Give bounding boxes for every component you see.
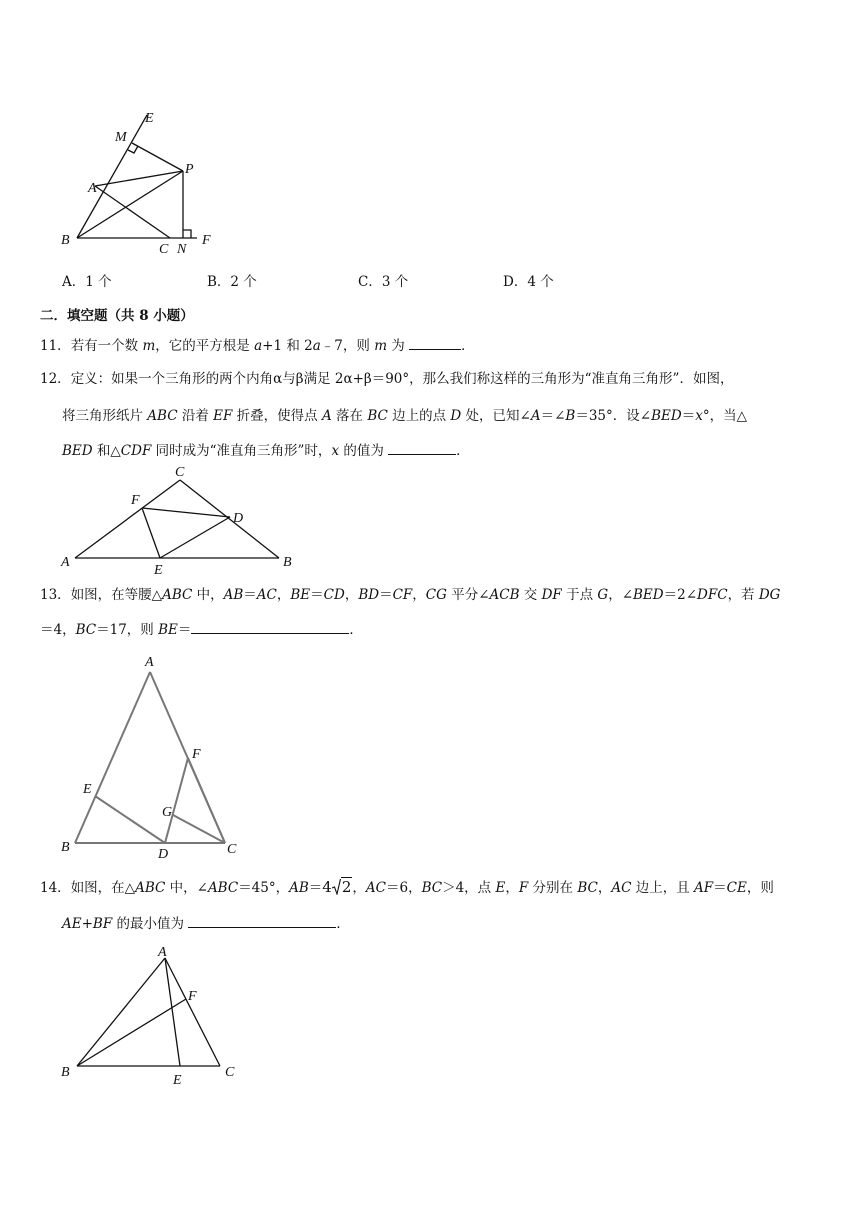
fig10-label-B: B: [61, 233, 70, 248]
figure-q14: [55, 942, 255, 1092]
answer-blank-13[interactable]: [191, 619, 349, 634]
fig13-label-E: E: [83, 782, 92, 797]
fig12-label-B: B: [283, 555, 292, 570]
fig12-label-C: C: [175, 465, 185, 480]
fig10-label-M: M: [115, 130, 127, 145]
figure-q13: [55, 650, 255, 860]
fig14-label-A: A: [158, 945, 167, 960]
fig13-label-F: F: [192, 747, 201, 762]
fig14-label-B: B: [61, 1065, 70, 1080]
figure-q12: [55, 464, 305, 576]
sqrt-expression: 4 2: [322, 878, 352, 896]
question-13-line-1: 13．如图，在等腰△ABC 中，AB＝AC，BE＝CD，BD＝CF，CG 平分∠ACB 交 DF 于点 G，∠BED＝2∠DFC，若 DG: [40, 587, 781, 603]
fig10-label-P: P: [185, 162, 194, 177]
question-11: 11．若有一个数 m，它的平方根是 a+1 和 2a﹣7，则 m 为 ．: [40, 335, 830, 356]
answer-blank-14[interactable]: [188, 913, 336, 928]
question-12-line-2: 将三角形纸片 ABC 沿着 EF 折叠，使得点 A 落在 BC 边上的点 D 处，已知∠A＝∠B＝35°．设∠BED＝x°，当△: [62, 408, 747, 424]
fig13-label-G: G: [162, 805, 173, 820]
fig12-label-D: D: [233, 511, 244, 526]
fig13-label-B: B: [61, 840, 70, 855]
fig10-label-E: E: [145, 111, 154, 126]
fig13-label-D: D: [158, 847, 169, 860]
section-title: 二．填空题（共 8 小题）: [40, 308, 194, 324]
fig13-label-A: A: [145, 655, 154, 670]
choice-a[interactable]: A．1 个: [62, 274, 112, 290]
fig14-label-C: C: [225, 1065, 235, 1080]
answer-blank-11[interactable]: [409, 335, 461, 350]
question-12-line-1: 12．定义：如果一个三角形的两个内角α与β满足 2α+β＝90°，那么我们称这样的三角形为“准直角三角形”．如图，: [40, 371, 734, 387]
question-13-line-2: ＝4，BC＝17，则 BE＝ ．: [40, 619, 830, 640]
fig14-label-E: E: [173, 1073, 182, 1088]
fig10-label-A: A: [88, 181, 97, 196]
fig12-label-A: A: [61, 555, 70, 570]
answer-blank-12[interactable]: [388, 440, 456, 455]
figure-q10: [55, 105, 235, 255]
fig10-label-F: F: [202, 233, 211, 248]
fig10-label-N: N: [177, 242, 187, 255]
fig14-label-F: F: [188, 989, 197, 1004]
question-14-line-1: 14．如图，在△ABC 中，∠ABC＝45°，AB＝4 2，AC＝6，BC＞4，点 E，F 分别在 BC，AC 边上，且 AF＝CE，则: [40, 878, 774, 896]
fig13-label-C: C: [227, 842, 237, 857]
choice-b[interactable]: B．2 个: [207, 274, 257, 290]
fig12-label-F: F: [131, 493, 140, 508]
question-14-line-2: AE+BF 的最小值为 ．: [62, 913, 832, 934]
choice-d[interactable]: D．4 个: [503, 274, 554, 290]
choice-c[interactable]: C．3 个: [358, 274, 409, 290]
fig12-label-E: E: [154, 563, 163, 576]
question-12-line-3: BED 和△CDF 同时成为“准直角三角形”时，x 的值为 ．: [62, 440, 832, 461]
fig10-label-C: C: [159, 242, 169, 255]
sqrt-symbol-icon: [332, 879, 341, 895]
